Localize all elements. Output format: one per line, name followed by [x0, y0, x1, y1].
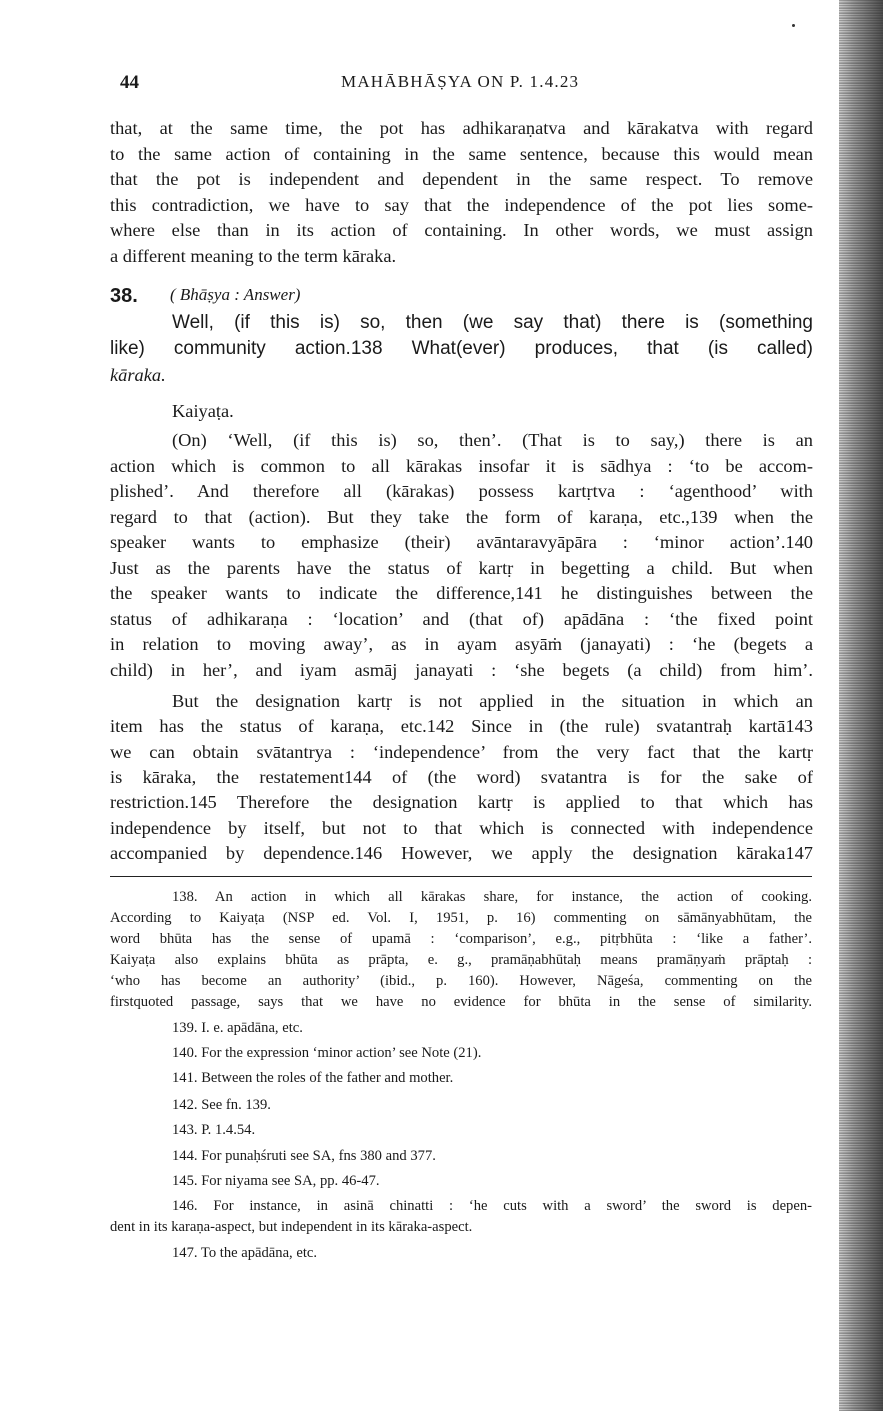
text-line: like) community action.138 What(ever) produces, that (is called) [110, 338, 813, 359]
footnote-138-line: Kaiyaṭa also explains bhūta as prāpta, e. g., pramāṇabhūtaḥ means pramāṇyaṁ prāptaḥ : [110, 952, 812, 968]
text-line: (On) ‘Well, (if this is) so, then’. (That is to say,) there is an [172, 430, 813, 450]
kaiyata-heading: Kaiyaṭa. [172, 401, 234, 421]
text-line: where else than in its action of containing. In other words, we must assign [110, 220, 813, 240]
text-line: action which is common to all kārakas insofar it is sādhya : ‘to be accom- [110, 455, 813, 476]
footnote-145: 145. For niyama see SA, pp. 46-47. [172, 1173, 380, 1189]
footnote-140: 140. For the expression ‘minor action’ see Note (21). [172, 1045, 482, 1061]
text-line: that, at the same time, the pot has adhikaraṇatva and kārakatva with regard [110, 118, 813, 138]
footnote-141: 141. Between the roles of the father and mother. [172, 1070, 454, 1086]
text-line: accompanied by dependence.146 However, we apply the designation kāraka147 [110, 842, 813, 863]
text-line: the speaker wants to indicate the difference,141 he distinguishes between the [110, 583, 813, 603]
bhasya-tag: ( Bhāṣya : Answer) [170, 285, 301, 304]
footnote-138-line: ‘who has become an authority’ (ibid., p. 160). However, Nāgeśa, commenting on the [110, 973, 812, 989]
text-line: kāraka. [110, 365, 166, 385]
text-line: independence by itself, but not to that which is connected with independence [110, 817, 813, 838]
footnote-138-line: According to Kaiyaṭa (NSP ed. Vol. I, 1951, p. 16) commenting on sāmānyabhūtam, the [110, 910, 812, 926]
text-line: this contradiction, we have to say that the independence of the pot lies some- [110, 194, 813, 215]
scan-page-edge [839, 0, 883, 1411]
footnote-142: 142. See fn. 139. [172, 1097, 271, 1113]
text-line: we can obtain svātantrya : ‘independence’ from the very fact that the kartṛ [110, 741, 813, 762]
text-line: a different meaning to the term kāraka. [110, 245, 397, 266]
footnote-146-line: 146. For instance, in asinā chinatti : ‘he cuts with a sword’ the sword is depen- [172, 1198, 812, 1214]
page-number: 44 [120, 72, 139, 93]
footnote-138-line: firstquoted passage, says that we have no evidence for bhūta in the sense of similarity. [110, 994, 812, 1010]
text-line: is kāraka, the restatement144 of (the word) svatantra is for the sake of [110, 766, 813, 787]
footnote-138-line: 138. An action in which all kārakas share, for instance, the action of cooking. [172, 889, 812, 905]
footnote-143: 143. P. 1.4.54. [172, 1122, 256, 1138]
text-line: child) in her’, and iyam asmāj janayati : ‘she begets (a child) from him’. [110, 659, 813, 680]
footnote-138-line: word bhūta has the sense of upamā : ‘comparison’, e.g., pitṛbhūta : ‘like a father’. [110, 931, 812, 947]
text-line: But the designation kartṛ is not applied in the situation in which an [172, 691, 813, 711]
footnote-144: 144. For punaḥśruti see SA, fns 380 and 377. [172, 1148, 436, 1164]
text-line: that the pot is independent and dependent in the same respect. To remove [110, 169, 813, 189]
bhasya-number: 38. [110, 285, 138, 307]
text-line: in relation to moving away’, as in ayam asyāṁ (janayati) : ‘he (begets a [110, 634, 813, 654]
text-line: plished’. And therefore all (kārakas) possess kartṛtva : ‘agenthood’ with [110, 481, 813, 501]
text-line: Well, (if this is) so, then (we say that) there is (something [172, 312, 813, 333]
footnote-rule [110, 876, 812, 877]
text-line: regard to that (action). But they take the form of karaṇa, etc.,139 when the [110, 506, 813, 527]
text-line: status of adhikaraṇa : ‘location’ and (that of) apādāna : ‘the fixed point [110, 608, 813, 629]
running-title: MAHĀBHĀṢYA ON P. 1.4.23 [341, 72, 580, 91]
text-line: Just as the parents have the status of kartṛ in begetting a child. But when [110, 557, 813, 578]
footnote-139: 139. I. e. apādāna, etc. [172, 1020, 303, 1036]
footnote-146-line: dent in its karaṇa-aspect, but independent in its kāraka-aspect. [110, 1219, 473, 1235]
text-line: item has the status of karaṇa, etc.142 Since in (the rule) svatantraḥ kartā143 [110, 716, 813, 737]
scan-speck [792, 24, 795, 27]
text-line: restriction.145 Therefore the designation kartṛ is applied to that which has [110, 792, 813, 813]
footnote-147: 147. To the apādāna, etc. [172, 1245, 317, 1261]
text-line: to the same action of containing in the same sentence, because this would mean [110, 143, 813, 164]
text-line: speaker wants to emphasize (their) avāntaravyāpāra : ‘minor action’.140 [110, 532, 813, 552]
